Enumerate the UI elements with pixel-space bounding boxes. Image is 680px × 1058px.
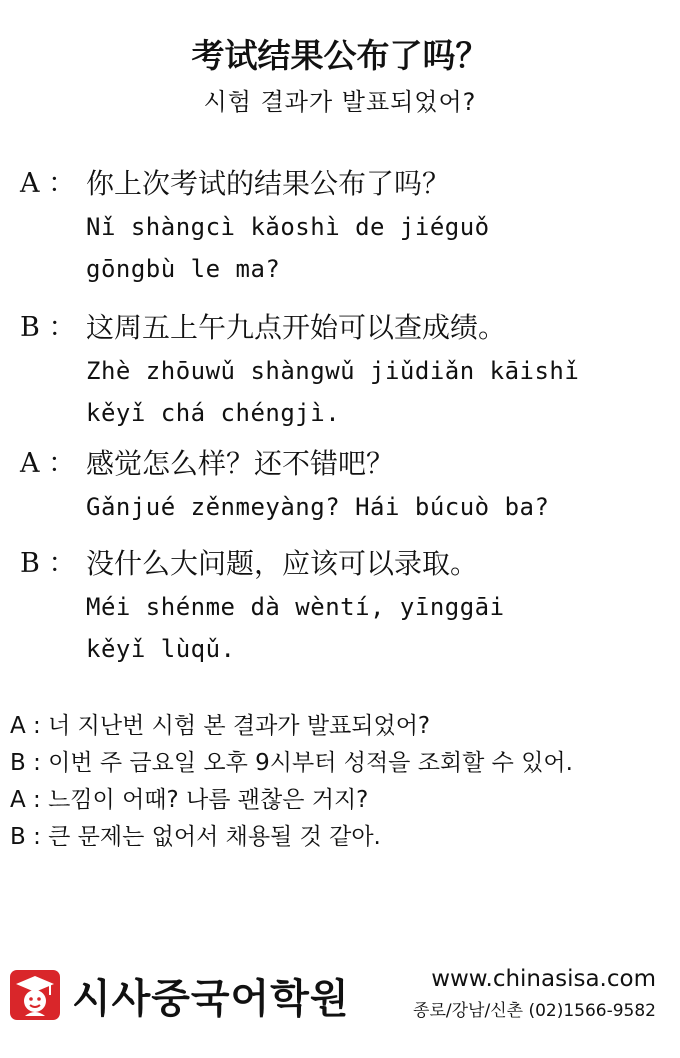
dialogue-turn-4 <box>0 542 680 670</box>
brand-logo <box>8 968 349 1022</box>
pinyin-line: Méi shénme dà wèntí, yīnggāi <box>86 593 505 621</box>
translation-line: B : 이번 주 금요일 오후 9시부터 성적을 조회할 수 있어. <box>10 750 573 776</box>
title-chinese: 考试结果公布了吗？ <box>191 36 489 75</box>
graduate-mascot-icon <box>8 968 62 1022</box>
speaker-label: B ： <box>20 548 76 579</box>
pinyin-line: Nǐ shàngcì kǎoshì de jiéguǒ <box>86 213 490 241</box>
speaker-label: B ： <box>20 312 76 343</box>
hanzi-line: 你上次考试的结果公布了吗？ <box>86 167 451 200</box>
pinyin-line: kěyǐ chá chéngjì. <box>86 399 341 427</box>
translation-line: B : 큰 문제는 없어서 채용될 것 같아. <box>10 824 381 850</box>
website-link[interactable]: www.chinasisa.com <box>431 966 656 992</box>
contact-info <box>413 962 656 1026</box>
translation-line: A : 느낌이 어때? 나름 괜찮은 거지? <box>10 787 369 813</box>
brand-name: 시사중국어학원 <box>72 975 350 1022</box>
pinyin-line: gōngbù le ma? <box>86 255 281 283</box>
speaker-label: A ： <box>20 168 76 199</box>
pinyin-line: kěyǐ lùqǔ. <box>86 635 236 663</box>
pinyin-line: Zhè zhōuwǔ shàngwǔ jiǔdiǎn kāishǐ <box>86 357 580 385</box>
dialogue <box>0 162 680 670</box>
hanzi-line: 没什么大问题，应该可以录取。 <box>86 547 479 580</box>
translation-line: A : 너 지난번 시험 본 결과가 발표되었어? <box>10 713 431 739</box>
pinyin-line: Gǎnjué zěnmeyàng? Hái búcuò ba? <box>86 493 550 521</box>
hanzi-line: 感觉怎么样？还不错吧？ <box>86 447 395 480</box>
speaker-label: A ： <box>20 448 76 479</box>
dialogue-turn-1 <box>0 162 680 290</box>
hanzi-line: 这周五上午九点开始可以查成绩。 <box>86 311 507 344</box>
branch-phone: 종로/강남/신촌 (02)1566-9582 <box>413 1001 656 1021</box>
dialogue-turn-2 <box>0 306 680 434</box>
title-korean: 시험 결과가 발표되었어? <box>203 88 477 116</box>
korean-translations <box>10 708 670 856</box>
dialogue-turn-3 <box>0 442 680 528</box>
